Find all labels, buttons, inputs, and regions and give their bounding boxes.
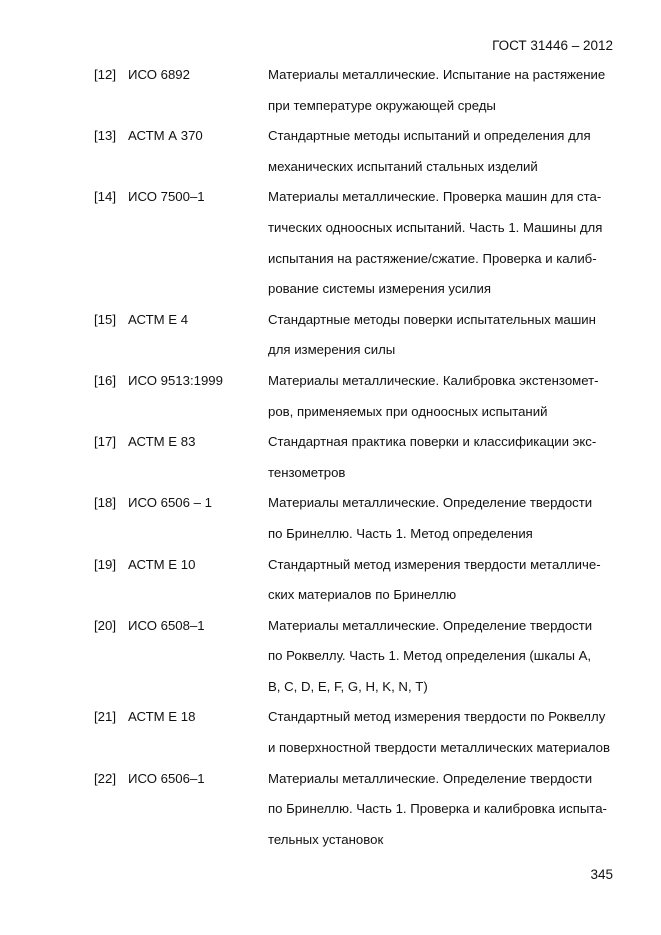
- reference-title: [268, 702, 624, 763]
- reference-title: [268, 121, 624, 182]
- reference-title-line: Материалы металлические. Проверка машин для ста-: [268, 189, 602, 205]
- reference-title-line: Материалы металлические. Испытание на растяжение: [268, 67, 606, 82]
- reference-title: [268, 427, 624, 488]
- reference-entry: [94, 611, 624, 703]
- reference-title: [268, 366, 624, 427]
- reference-entry: [94, 182, 624, 304]
- reference-number: [18]: [94, 495, 116, 511]
- reference-title-line: Материалы металлические. Калибровка экстензомет-: [268, 372, 599, 388]
- reference-entry: [94, 60, 624, 121]
- reference-title-line: Стандартные методы поверки испытательных машин: [268, 311, 596, 327]
- reference-number: [15]: [94, 311, 116, 327]
- reference-title-line: Стандартная практика поверки и классификации экс-: [268, 434, 597, 450]
- reference-title-line: Стандартный метод измерения твердости металличе-: [268, 556, 601, 572]
- reference-entry: [94, 550, 624, 611]
- reference-title-line: тельных установок: [268, 831, 384, 847]
- reference-title-line: Материалы металлические. Определение твердости: [268, 617, 593, 633]
- reference-title-line: и поверхностной твердости металлических материалов: [268, 740, 611, 756]
- page-number: 345: [590, 867, 613, 882]
- reference-entry: [94, 121, 624, 182]
- document-header: ГОСТ 31446 – 2012: [492, 38, 613, 53]
- reference-entry: [94, 702, 624, 763]
- reference-number: [14]: [94, 189, 116, 205]
- reference-title-line: рование системы измерения усилия: [268, 281, 492, 297]
- reference-entry: [94, 427, 624, 488]
- reference-title: [268, 60, 624, 121]
- reference-title-line: ров, применяемых при одноосных испытаний: [268, 403, 548, 419]
- reference-title-line: Материалы металлические. Определение твердости: [268, 770, 593, 786]
- reference-code: АСТМ Е 83: [128, 434, 196, 450]
- reference-title: [268, 305, 624, 366]
- reference-title: [268, 182, 624, 304]
- reference-list: [94, 60, 624, 855]
- reference-title: [268, 764, 624, 856]
- reference-code: АСТМ А 370: [128, 128, 203, 144]
- reference-title-line: механических испытаний стальных изделий: [268, 158, 538, 174]
- reference-number: [16]: [94, 372, 116, 388]
- reference-code: АСТМ Е 18: [128, 709, 196, 725]
- reference-title-line: по Бринеллю. Часть 1. Проверка и калибровка испыта-: [268, 801, 607, 817]
- reference-code: ИСО 6506 – 1: [128, 495, 212, 511]
- reference-title: [268, 488, 624, 549]
- reference-title-line: при температуре окружающей среды: [268, 97, 496, 113]
- reference-number: [19]: [94, 556, 116, 572]
- reference-title-line: Стандартные методы испытаний и определения для: [268, 128, 591, 144]
- reference-title: [268, 611, 624, 703]
- reference-number: [20]: [94, 617, 116, 633]
- reference-code: ИСО 9513:1999: [128, 372, 223, 388]
- reference-title-line: тических одноосных испытаний. Часть 1. Машины для: [268, 219, 603, 235]
- reference-number: [22]: [94, 770, 116, 786]
- reference-number: [21]: [94, 709, 116, 725]
- reference-title-line: по Бринеллю. Часть 1. Метод определения: [268, 525, 533, 541]
- reference-number: [17]: [94, 434, 116, 450]
- reference-entry: [94, 305, 624, 366]
- reference-code: ИСО 7500–1: [128, 189, 205, 205]
- reference-title-line: для измерения силы: [268, 342, 396, 358]
- reference-title-line: ских материалов по Бринеллю: [268, 587, 457, 603]
- reference-title-line: испытания на растяжение/сжатие. Проверка и калиб-: [268, 250, 597, 266]
- reference-code: АСТМ Е 4: [128, 311, 189, 327]
- reference-code: ИСО 6892: [128, 67, 190, 82]
- reference-title-line: В, С, D, Е, F, G, Н, K, N, Т): [268, 678, 428, 694]
- reference-number: [12]: [94, 67, 116, 82]
- reference-title-line: по Роквеллу. Часть 1. Метод определения (шкалы А,: [268, 648, 592, 664]
- reference-entry: [94, 764, 624, 856]
- reference-title-line: тензометров: [268, 464, 346, 480]
- reference-title-line: Материалы металлические. Определение твердости: [268, 495, 593, 511]
- reference-entry: [94, 488, 624, 549]
- reference-entry: [94, 366, 624, 427]
- reference-code: АСТМ Е 10: [128, 556, 196, 572]
- reference-number: [13]: [94, 128, 116, 144]
- reference-code: ИСО 6508–1: [128, 617, 205, 633]
- reference-code: ИСО 6506–1: [128, 770, 205, 786]
- reference-title-line: Стандартный метод измерения твердости по Роквеллу: [268, 709, 606, 725]
- reference-title: [268, 550, 624, 611]
